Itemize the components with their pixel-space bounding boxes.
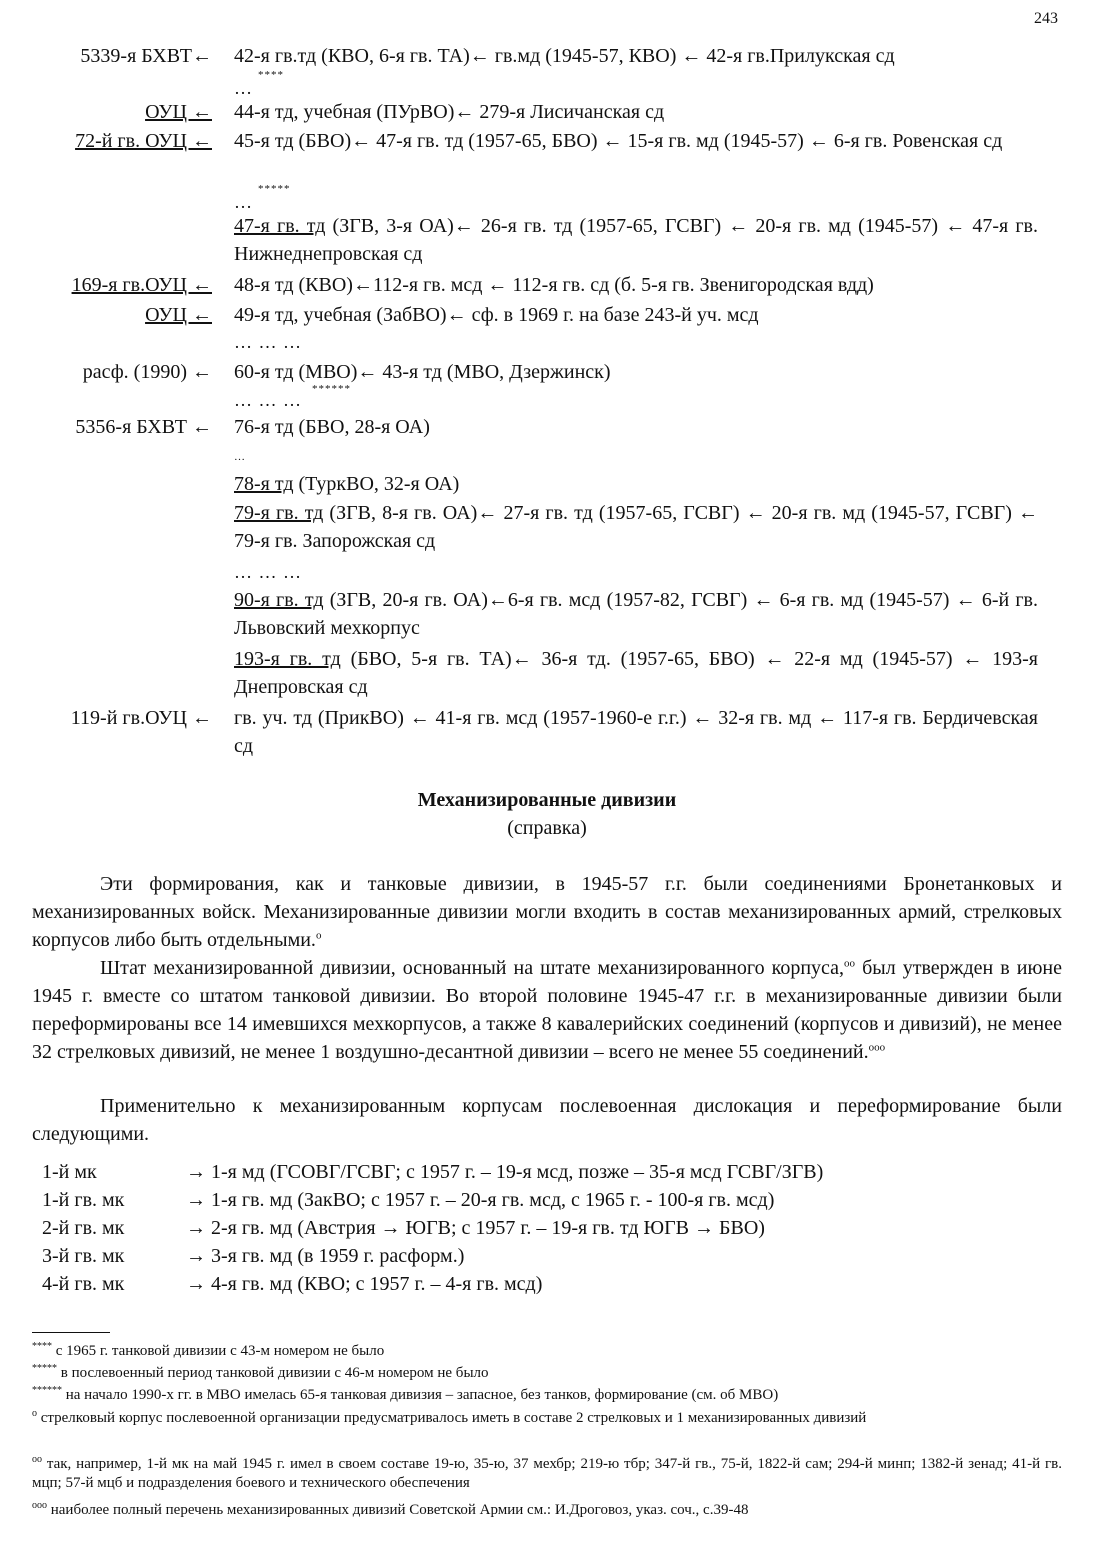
entry-division: 193-я гв. тд bbox=[234, 648, 341, 670]
entry-label: 72-й гв. ОУЦ ← bbox=[75, 130, 212, 152]
entry-lineage: (ЗГВ, 3-я ОА)← 26-я гв. тд (1957-65, ГСВГ) ← 20-я гв. мд (1945-57) ← 47-я гв. Нижнеднепровская сд bbox=[234, 215, 1038, 265]
footnote bbox=[32, 1501, 1062, 1520]
page-number: 243 bbox=[1034, 10, 1058, 27]
ellipsis: … … … bbox=[234, 332, 302, 352]
entry-label: 169-я гв.ОУЦ ← bbox=[71, 274, 212, 296]
entry-division: 90-я гв. тд bbox=[234, 589, 324, 611]
footnote bbox=[32, 1342, 1062, 1361]
corps-name: 1-й гв. мк bbox=[42, 1189, 125, 1211]
footnote-ref: о bbox=[315, 929, 322, 942]
footnote-mark: **** bbox=[32, 1341, 52, 1352]
footnote-text: с 1965 г. танковой дивизии с 43-м номером не было bbox=[52, 1343, 385, 1359]
footnote-separator bbox=[32, 1332, 110, 1333]
footnote-mark: ооо bbox=[32, 1500, 47, 1511]
entry-text bbox=[234, 212, 1038, 268]
entry-label: ОУЦ ← bbox=[145, 101, 212, 123]
footnote-mark: ****** bbox=[32, 1385, 62, 1396]
entry-text: гв. уч. тд (ПрикВО) ← 41-я гв. мсд (1957-1960-е г.г.) ← 32-я гв. мд ← 117-я гв. Бердичевская сд bbox=[234, 707, 1038, 757]
entry-division: 47-я гв. тд bbox=[234, 215, 326, 237]
footnote-marker: ****** bbox=[312, 383, 351, 395]
entry-text bbox=[234, 645, 1038, 701]
footnote-mark: о bbox=[32, 1408, 37, 1419]
ellipsis: … … … bbox=[234, 390, 302, 410]
entry-text: 76-я тд (БВО, 28-я ОА) bbox=[234, 416, 430, 438]
corps-result: → 1-я мд (ГСОВГ/ГСВГ; с 1957 г. – 19-я мсд, позже – 35-я мсд ГСВГ/ЗГВ) bbox=[186, 1161, 824, 1183]
paragraph bbox=[32, 870, 1062, 954]
corps-name: 1-й мк bbox=[42, 1161, 97, 1183]
section-title: Механизированные дивизии bbox=[417, 789, 677, 811]
footnote-text: стрелковый корпус послевоенной организации предусматривалось иметь в составе 2 стрелковых и 1 механизированных дивизий bbox=[37, 1410, 867, 1426]
footnote bbox=[32, 1364, 1062, 1383]
entry-text bbox=[234, 499, 1038, 555]
corps-result: → 4-я гв. мд (КВО; с 1957 г. – 4-я гв. мсд) bbox=[186, 1273, 543, 1295]
corps-result: → 2-я гв. мд (Австрия → ЮГВ; с 1957 г. – 19-я гв. тд ЮГВ → БВО) bbox=[186, 1217, 765, 1239]
ellipsis: … … … bbox=[234, 562, 302, 582]
entry-text: 44-я тд, учебная (ПУрВО)← 279-я Лисичанская сд bbox=[234, 101, 665, 123]
footnote bbox=[32, 1386, 1062, 1405]
ellipsis: … bbox=[234, 78, 253, 98]
entry-lineage: (ЗГВ, 8-я гв. ОА)← 27-я гв. тд (1957-65, ГСВГ) ← 20-я гв. мд (1945-57, ГСВГ) ← 79-я гв. Запорожская сд bbox=[234, 502, 1038, 552]
entry-division: 79-я гв. тд bbox=[234, 502, 324, 524]
entry-lineage: (ТуркВО, 32-я ОА) bbox=[293, 473, 460, 495]
footnote-text: наиболее полный перечень механизированных дивизий Советской Армии см.: И.Дроговоз, указ. соч., с.39-48 bbox=[47, 1502, 749, 1518]
footnote-marker: **** bbox=[258, 69, 284, 81]
paragraph-text: Эти формирования, как и танковые дивизии, в 1945-57 г.г. были соединениями Бронетанковых и механизированных войск. Механизированные дивизии могли входить в состав механизированных армий, стрелковых корпусов либо быть отдельными. bbox=[32, 873, 1062, 951]
entry-lineage: (БВО, 5-я гв. ТА)← 36-я тд. (1957-65, БВО) ← 22-я мд (1945-57) ← 193-я Днепровская сд bbox=[234, 648, 1038, 698]
entry-label: 119-й гв.ОУЦ ← bbox=[70, 707, 212, 729]
paragraph bbox=[32, 954, 1062, 1066]
entry-text: 49-я тд, учебная (ЗабВО)← сф. в 1969 г. на базе 243-й уч. мсд bbox=[234, 304, 759, 326]
paragraph-text: был утвержден в июне 1945 г. вместе со штатом танковой дивизии. Во второй половине 1945-47 г.г. в механизированные дивизии были переформированы все 14 имевшихся мехкорпусов, а также 8 кавалерийских соединений (корпусов и дивизий), не менее 32 стрелковых дивизий, не менее 1 воздушно-десантной дивизии – всего не менее 55 соединений. bbox=[32, 957, 1062, 1063]
entry-label: расф. (1990) ← bbox=[82, 361, 212, 383]
corps-result: → 3-я гв. мд (в 1959 г. расформ.) bbox=[186, 1245, 465, 1267]
footnote-ref: ооо bbox=[868, 1041, 886, 1054]
entry-text: 42-я гв.тд (КВО, 6-я гв. ТА)← гв.мд (1945-57, КВО) ← 42-я гв.Прилукская сд bbox=[234, 45, 895, 67]
section-subtitle: (справка) bbox=[507, 817, 587, 839]
footnote-mark: ***** bbox=[32, 1363, 57, 1374]
corps-name: 4-й гв. мк bbox=[42, 1273, 125, 1295]
entry-label: ОУЦ ← bbox=[145, 304, 212, 326]
ellipsis: … bbox=[234, 192, 253, 212]
entry-text: 45-я тд (БВО)← 47-я гв. тд (1957-65, БВО) ← 15-я гв. мд (1945-57) ← 6-я гв. Ровенская сд bbox=[234, 130, 1003, 152]
corps-name: 3-й гв. мк bbox=[42, 1245, 125, 1267]
entry-text bbox=[234, 586, 1038, 642]
entry-label: 5339-я БХВТ← bbox=[80, 45, 212, 67]
footnote-text: так, например, 1-й мк на май 1945 г. имел в своем составе 19-ю, 35-ю, 37 мехбр; 219-ю тбр; 347-й гв., 75-й, 1822-й сам; 294-й минп; 1382-й зенад; 41-й гв. мцп; 57-й мцб и подразделения боевого и технического обеспечения bbox=[32, 1456, 1062, 1491]
footnote-text: на начало 1990-х гг. в МВО имелась 65-я танковая дивизия – запасное, без танков, формирование (см. об МВО) bbox=[62, 1387, 779, 1403]
entry-text: 48-я тд (КВО)←112-я гв. мсд ← 112-я гв. сд (б. 5-я гв. Звенигородская вдд) bbox=[234, 274, 874, 296]
corps-result: → 1-я гв. мд (ЗакВО; с 1957 г. – 20-я гв. мсд, с 1965 г. - 100-я гв. мсд) bbox=[186, 1189, 775, 1211]
footnote-marker: ***** bbox=[258, 183, 291, 195]
corps-name: 2-й гв. мк bbox=[42, 1217, 125, 1239]
footnote-mark: оо bbox=[32, 1454, 42, 1465]
footnote bbox=[32, 1455, 1062, 1493]
entry-division: 78-я тд bbox=[234, 473, 294, 495]
ellipsis: … bbox=[234, 451, 246, 463]
entry-label: 5356-я БХВТ ← bbox=[75, 416, 212, 438]
paragraph-text: Штат механизированной дивизии, основанный на штате механизированного корпуса, bbox=[100, 957, 845, 979]
entry-text: 60-я тд (МВО)← 43-я тд (МВО, Дзержинск) bbox=[234, 361, 611, 383]
entry-lineage: (ЗГВ, 20-я гв. ОА)←6-я гв. мсд (1957-82, ГСВГ) ← 6-я гв. мд (1945-57) ← 6-й гв. Львовский мехкорпус bbox=[234, 589, 1038, 639]
footnote-ref: оо bbox=[844, 957, 856, 970]
paragraph: Применительно к механизированным корпусам послевоенная дислокация и переформирование были следующими. bbox=[32, 1095, 1062, 1145]
entry-text bbox=[234, 470, 1038, 498]
footnote-text: в послевоенный период танковой дивизии с 46-м номером не было bbox=[57, 1365, 489, 1381]
footnote bbox=[32, 1409, 1062, 1428]
